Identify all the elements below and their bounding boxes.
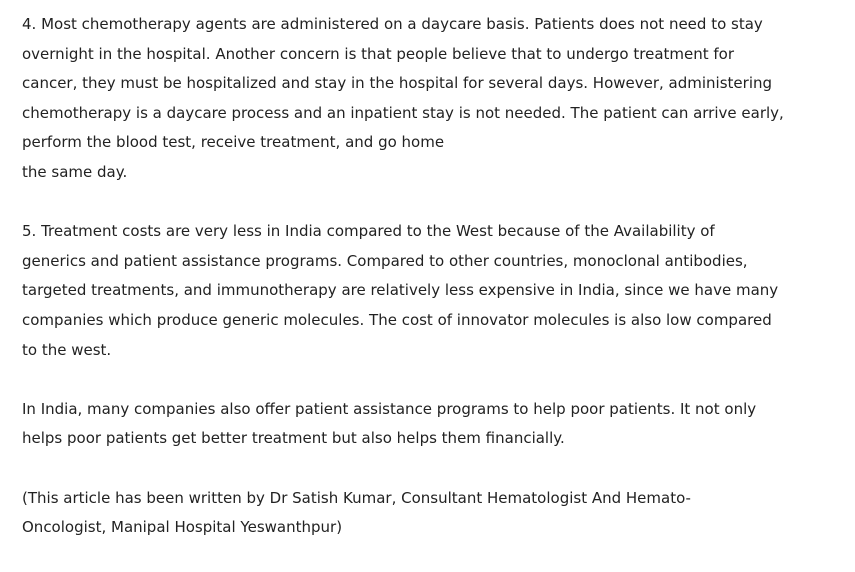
text-line: Oncologist, Manipal Hospital Yeswanthpur) <box>22 518 343 537</box>
text-line: perform the blood test, receive treatment, and go home <box>22 133 445 152</box>
text-line: companies which produce generic molecules. The cost of innovator molecules is also low compared <box>22 310 772 329</box>
text-line: generics and patient assistance programs. Compared to other countries, monoclonal antibodies, <box>22 251 748 270</box>
text-line: targeted treatments, and immunotherapy are relatively less expensive in India, since we have many <box>22 281 779 300</box>
text-line: 4. Most chemotherapy agents are administered on a daycare basis. Patients does not need to stay <box>22 15 763 33</box>
paragraph-point-5 <box>22 217 842 365</box>
text-line: chemotherapy is a daycare process and an inpatient stay is not needed. The patient can arrive early, <box>22 103 784 122</box>
text-line: 5. Treatment costs are very less in India compared to the West because of the Availability of <box>22 222 715 241</box>
text-line: (This article has been written by Dr Satish Kumar, Consultant Hematologist And Hemato- <box>22 488 691 507</box>
paragraph-point-4 <box>22 10 842 188</box>
text-line: the same day. <box>22 162 128 181</box>
article-body <box>22 10 842 572</box>
text-line: overnight in the hospital. Another concern is that people believe that to undergo treatment for <box>22 44 735 63</box>
paragraph-assistance-programs <box>22 395 842 454</box>
text-line: to the west. <box>22 340 112 359</box>
text-line: In India, many companies also offer patient assistance programs to help poor patients. It not only <box>22 399 757 418</box>
paragraph-author-byline <box>22 484 842 543</box>
text-line: helps poor patients get better treatment but also helps them financially. <box>22 429 565 448</box>
text-line: cancer, they must be hospitalized and stay in the hospital for several days. However, administering <box>22 74 773 93</box>
